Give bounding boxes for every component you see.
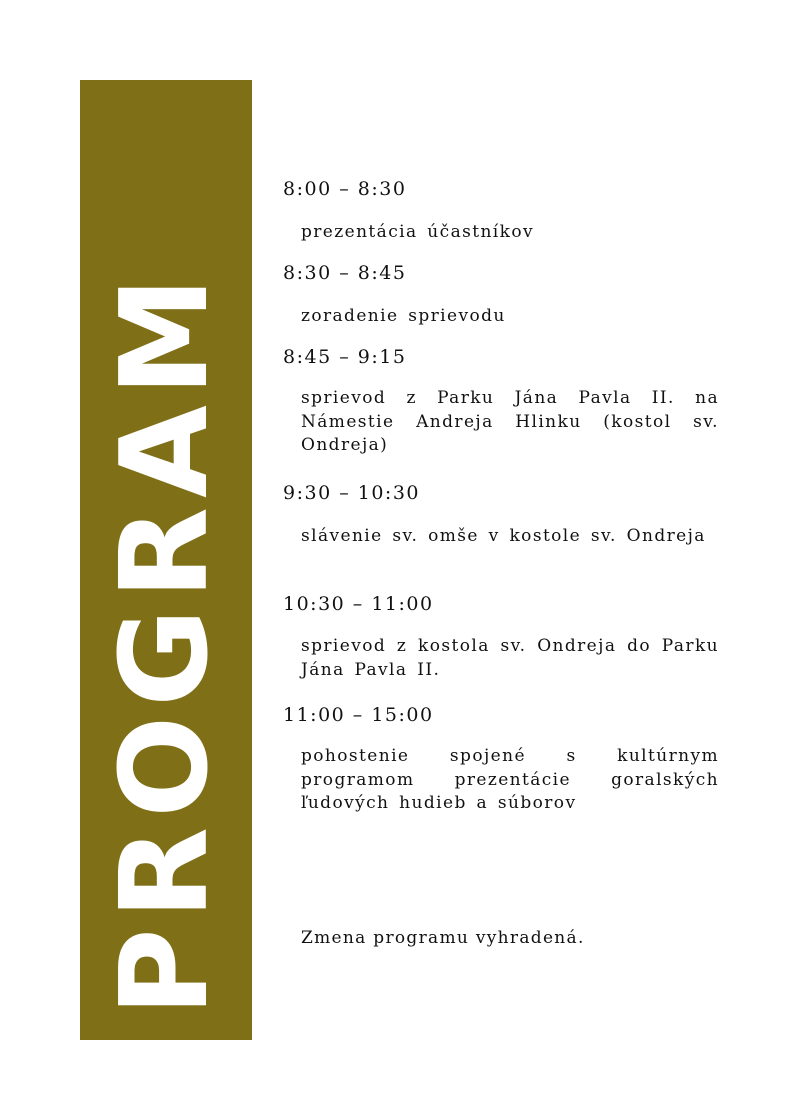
schedule-description: sprievod z kostola sv. Ondreja do Parku Jána Pavla II. bbox=[301, 636, 719, 680]
schedule-description: prezentácia účastníkov bbox=[301, 222, 534, 242]
schedule-description: pohostenie spojené s kultúrnym programom prezentácie goralských ľudových hudieb a súborov bbox=[301, 746, 719, 813]
schedule-description: sprievod z Parku Jána Pavla II. na Námestie Andreja Hlinku (kostol sv. Ondreja) bbox=[301, 388, 719, 455]
schedule-time: 8:30 – 8:45 bbox=[283, 262, 407, 284]
schedule-time: 11:00 – 15:00 bbox=[283, 704, 434, 726]
schedule-description: zoradenie sprievodu bbox=[301, 306, 506, 326]
program-change-note: Zmena programu vyhradená. bbox=[301, 928, 585, 948]
page-title: PROGRAM bbox=[96, 267, 235, 1017]
schedule-time: 8:45 – 9:15 bbox=[283, 346, 407, 368]
schedule-description: slávenie sv. omše v kostole sv. Ondreja bbox=[301, 526, 706, 546]
title-band bbox=[80, 80, 252, 1040]
schedule-time: 9:30 – 10:30 bbox=[283, 482, 421, 504]
schedule-time: 10:30 – 11:00 bbox=[283, 593, 434, 615]
schedule-time: 8:00 – 8:30 bbox=[283, 178, 407, 200]
